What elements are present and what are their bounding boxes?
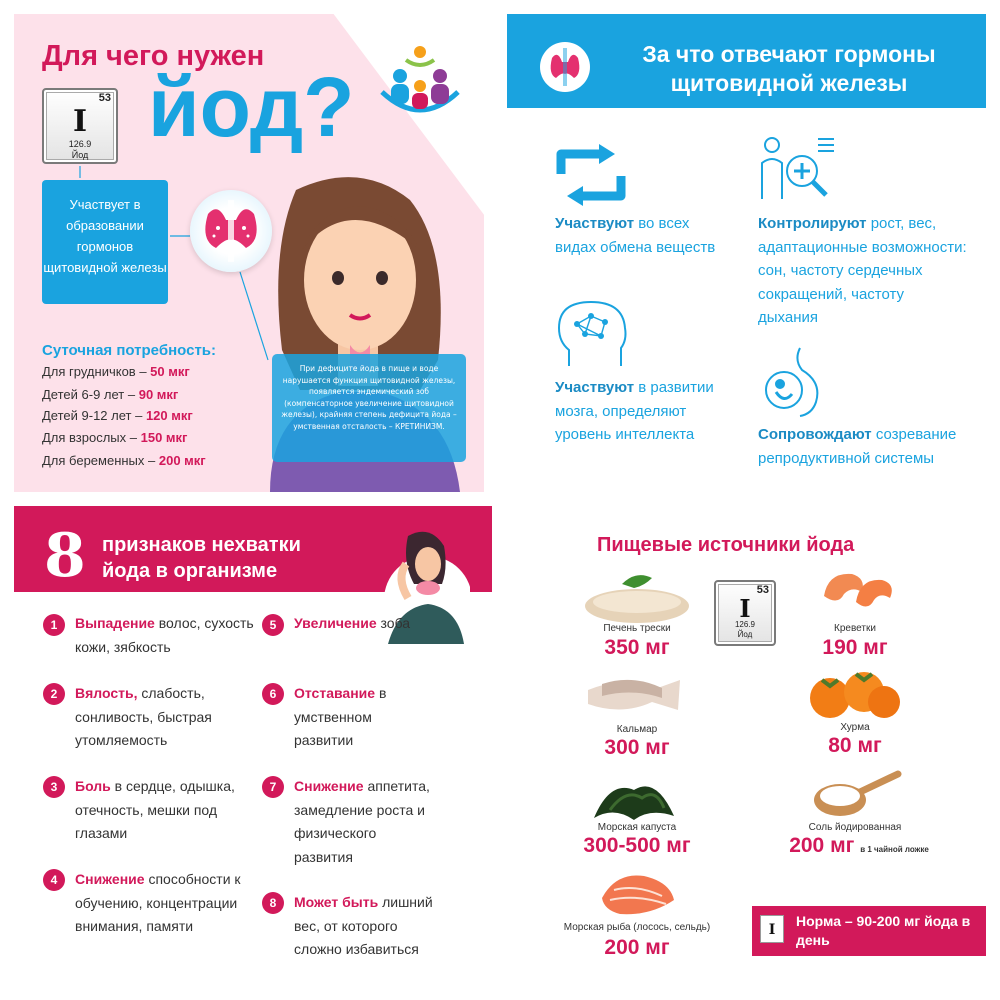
woman-with-goiter-illustration xyxy=(378,528,470,658)
sign-item: Может быть лишний вес, от которого сложно избавиться xyxy=(294,894,433,957)
shrimp-image xyxy=(816,566,896,616)
iodine-element-tile-small xyxy=(714,580,776,646)
function-item-1: Участвуют во всех видах обмена веществ xyxy=(555,215,716,256)
metabolism-arrows-icon xyxy=(555,144,627,206)
sign-item: Выпадение волос, сухость кожи, зябкость xyxy=(75,615,254,655)
element-symbol: I xyxy=(72,104,88,139)
cod-liver-image xyxy=(582,568,692,624)
sign-number: 2 xyxy=(43,683,65,705)
sign-item: Увеличение зоба xyxy=(294,615,411,631)
element-symbol: I xyxy=(739,594,751,623)
element-number: 53 xyxy=(756,584,769,596)
iodized-salt-spoon-image xyxy=(810,770,902,820)
sign-item: Отставание в умственном развитии xyxy=(294,685,387,748)
daily-need-row: Детей 9-12 лет – 120 мкг xyxy=(42,408,193,423)
sign-number: 8 xyxy=(262,892,284,914)
sign-number: 4 xyxy=(43,869,65,891)
title-line1: Для чего нужен xyxy=(42,40,265,72)
food-name: Хурма xyxy=(840,722,870,733)
sign-item: Снижение способности к обучению, концентрации внимания, памяти xyxy=(75,871,241,934)
food-value: 300 мг xyxy=(604,736,670,759)
thyroid-icon xyxy=(540,42,590,92)
element-name: Йод xyxy=(71,150,89,160)
persimmon-image xyxy=(806,668,902,720)
food-value: 200 мг в 1 чайной ложке xyxy=(789,834,929,857)
sign-number: 5 xyxy=(262,614,284,636)
element-mass: 126.9 xyxy=(734,620,756,629)
iodine-element-tile xyxy=(42,88,118,164)
food-value: 80 мг xyxy=(828,734,882,757)
food-name: Креветки xyxy=(834,623,876,634)
sign-item: Снижение аппетита, замедление роста и физического развития xyxy=(294,778,430,865)
food-name: Кальмар xyxy=(616,724,658,735)
signs-title: признаков нехватки йода в организме xyxy=(102,534,301,582)
element-number: 53 xyxy=(98,92,111,104)
food-name: Печень трески xyxy=(603,623,671,634)
daily-need-row: Для взрослых – 150 мкг xyxy=(42,430,188,445)
family-logo-icon xyxy=(376,40,464,120)
food-value: 350 мг xyxy=(604,636,670,659)
squid-image xyxy=(582,670,686,722)
hormones-title: За что отвечают гормоны щитовидной железы xyxy=(642,41,936,96)
sign-number: 3 xyxy=(43,776,65,798)
sign-number: 1 xyxy=(43,614,65,636)
deficit-info-box: При дефиците йода в пище и воде нарушается функция щитовидной железы, появляется эндемический зоб (компенсаторное увеличение щитовидной железы), крайняя степень дефицита йода – умственная отсталость – КРЕТИНИЗМ. xyxy=(272,354,466,462)
daily-need-row: Детей 6-9 лет – 90 мкг xyxy=(42,387,179,402)
iodine-norm-icon: I xyxy=(760,915,784,943)
daily-need-heading: Суточная потребность: xyxy=(42,342,217,359)
daily-need-row: Для грудничков – 50 мкг xyxy=(42,364,190,379)
food-value: 200 мг xyxy=(604,936,670,959)
iodine-norm-box: Норма – 90-200 мг йода в день xyxy=(752,906,986,956)
food-name: Морская рыба (лосось, сельдь) xyxy=(563,922,711,933)
food-sources-title: Пищевые источники йода xyxy=(597,534,855,556)
sign-number: 7 xyxy=(262,776,284,798)
sign-number: 6 xyxy=(262,683,284,705)
brain-head-icon xyxy=(555,298,633,368)
food-value: 190 мг xyxy=(822,636,888,659)
thyroid-gland-icon xyxy=(190,190,272,272)
function-item-4: Сопровождают созревание репродуктивной системы xyxy=(758,426,957,467)
element-name: Йод xyxy=(737,630,753,639)
function-item-2: Контролируют рост, вес, адаптационные возможности: сон, частоту сердечных сокращений, частоту дыхания xyxy=(758,215,967,326)
food-name: Соль йодированная xyxy=(808,822,902,833)
title-line2: йод? xyxy=(148,60,355,154)
health-check-person-icon xyxy=(758,135,838,203)
function-item-3: Участвуют в развитии мозга, определяют уровень интеллекта xyxy=(555,379,714,443)
pregnancy-icon xyxy=(760,346,828,418)
element-mass: 126.9 xyxy=(68,139,92,149)
signs-number: 8 xyxy=(44,521,86,591)
seaweed-image xyxy=(590,774,678,822)
role-box: Участвует в образовании гормонов щитовидной железы xyxy=(42,180,168,304)
salmon-image xyxy=(596,868,680,920)
daily-need-row: Для беременных – 200 мкг xyxy=(42,453,206,468)
food-name: Морская капуста xyxy=(597,822,677,833)
sign-item: Боль в сердце, одышка, отечность, мешки под глазами xyxy=(75,778,235,841)
food-value: 300-500 мг xyxy=(583,834,691,857)
sign-item: Вялость, слабость, сонливость, быстрая утомляемость xyxy=(75,685,212,748)
